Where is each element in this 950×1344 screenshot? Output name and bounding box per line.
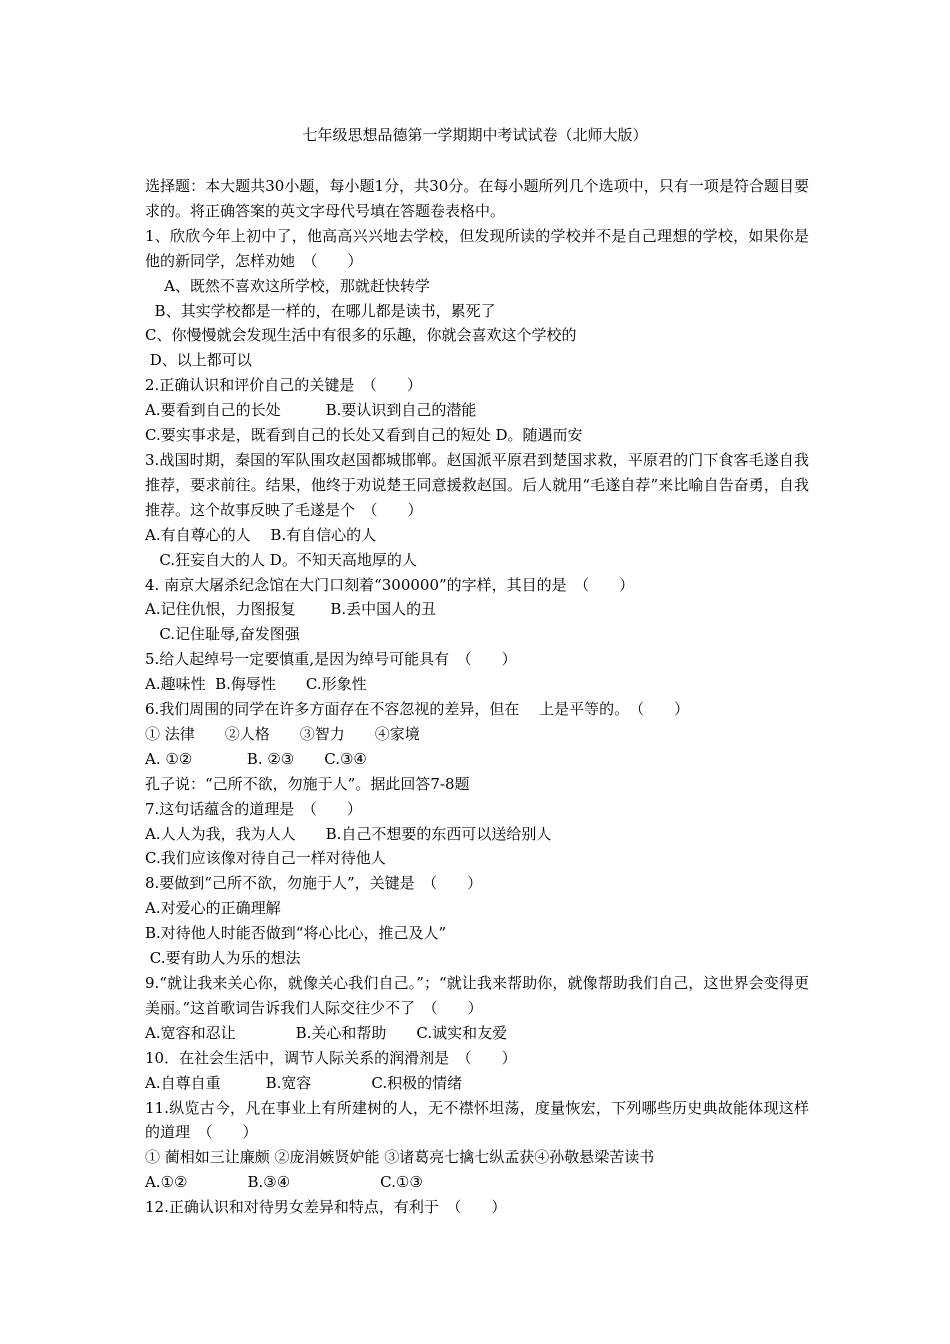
question-8-option-c: C.要有助人为乐的想法 [145, 949, 301, 968]
question-11-items: ① 蔺相如三让廉颇 ②庞涓嫉贤妒能 ③诸葛亮七擒七纵孟获④孙敬悬梁苦读书 [145, 1148, 655, 1167]
question-6-items: ① 法律 ②人格 ③智力 ④家境 [145, 724, 420, 743]
question-3-options-ab: A.有自尊心的人 B.有自信心的人 [145, 525, 377, 544]
question-9: 9.“就让我来关心你，就像关心我们自己。”；“就让我来帮助你，就像帮助我们自己，这世界会变得更美丽。”这首歌词告诉我们人际交往少不了 （ ） [145, 974, 809, 1017]
question-8-option-a: A.对爱心的正确理解 [145, 899, 281, 918]
question-3-options-cd: C.狂妄自大的人 D。不知天高地厚的人 [145, 550, 417, 569]
question-6-options: A. ①② B. ②③ C.③④ [145, 749, 367, 768]
question-4-options-ab: A.记住仇恨，力图报复 B.丢中国人的丑 [145, 600, 437, 619]
question-11: 11.纵览古今，凡在事业上有所建树的人，无不襟怀坦荡，度量恢宏，下列哪些历史典故能体现这样的道理 （ ） [145, 1098, 809, 1142]
section-instructions: 选择题：本大题共30小题，每小题1分，共30分。在每小题所列几个选项中，只有一项是符合题目要求的。将正确答案的英文字母代号填在答题卷表格中。 [145, 177, 809, 220]
question-10: 10．在社会生活中，调节人际关系的润滑剂是 （ ） [145, 1048, 517, 1067]
question-10-options: A.自尊自重 B.宽容 C.积极的情绪 [145, 1073, 463, 1092]
passage-7-8: 孔子说：“己所不欲，勿施于人”。据此回答7-8题 [145, 774, 470, 793]
question-4: 4. 南京大屠杀纪念馆在大门口刻着“300000”的字样，其目的是 （ ） [145, 575, 635, 594]
question-7-options-ab: A.人人为我，我为人人 B.自己不想要的东西可以送给别人 [145, 824, 552, 843]
exam-content [145, 174, 809, 1220]
question-11-options: A.①② B.③④ C.①③ [145, 1173, 423, 1192]
question-1: 1、欣欣今年上初中了，他高高兴兴地去学校，但发现所读的学校并不是自己理想的学校，如果你是他的新同学，怎样劝她 （ ） [145, 226, 809, 270]
exam-title: 七年级思想品德第一学期期中考试试卷（北师大版） [302, 126, 648, 144]
question-12: 12.正确认识和对待男女差异和特点，有利于 （ ） [145, 1198, 507, 1217]
question-3: 3.战国时期，秦国的军队围攻赵国都城邯郸。赵国派平原君到楚国求救，平原君的门下食客毛遂自我推荐，要求前往。结果，他终于劝说楚王同意援救赵国。后人就用“毛遂自荐”来比喻自告奋勇，自我推荐。这个故事反映了毛遂是个 （ ） [145, 450, 809, 519]
question-2-options-cd: C.要实事求是，既看到自己的长处又看到自己的短处 D。随遇而安 [145, 426, 583, 445]
question-1-option-d: D、以上都可以 [145, 351, 252, 370]
question-8: 8.要做到“己所不欲，勿施于人”，关键是 （ ） [145, 874, 483, 893]
question-2-options-ab: A.要看到自己的长处 B.要认识到自己的潜能 [145, 401, 477, 420]
question-8-option-b: B.对待他人时能否做到“将心比心，推己及人” [145, 924, 447, 943]
question-1-option-c: C、你慢慢就会发现生活中有很多的乐趣，你就会喜欢这个学校的 [145, 326, 577, 345]
question-6: 6.我们周围的同学在许多方面存在不容忽视的差异，但在 上是平等的。 （ ） [145, 700, 690, 719]
question-4-option-c: C.记住耻辱,奋发图强 [145, 625, 300, 644]
question-9-options: A.宽容和忍让 B.关心和帮助 C.诚实和友爱 [145, 1023, 508, 1042]
question-5: 5.给人起绰号一定要慎重,是因为绰号可能具有 （ ） [145, 650, 517, 669]
question-1-option-b: B、其实学校都是一样的，在哪儿都是读书，累死了 [145, 301, 496, 320]
question-5-options: A.趣味性 B.侮辱性 C.形象性 [145, 675, 367, 694]
question-1-option-a: A、既然不喜欢这所学校，那就赶快转学 [145, 276, 430, 295]
question-2: 2.正确认识和评价自己的关键是 （ ） [145, 376, 422, 395]
question-7-option-c: C.我们应该像对待自己一样对待他人 [145, 849, 386, 868]
question-7: 7.这句话蕴含的道理是 （ ） [145, 799, 362, 818]
